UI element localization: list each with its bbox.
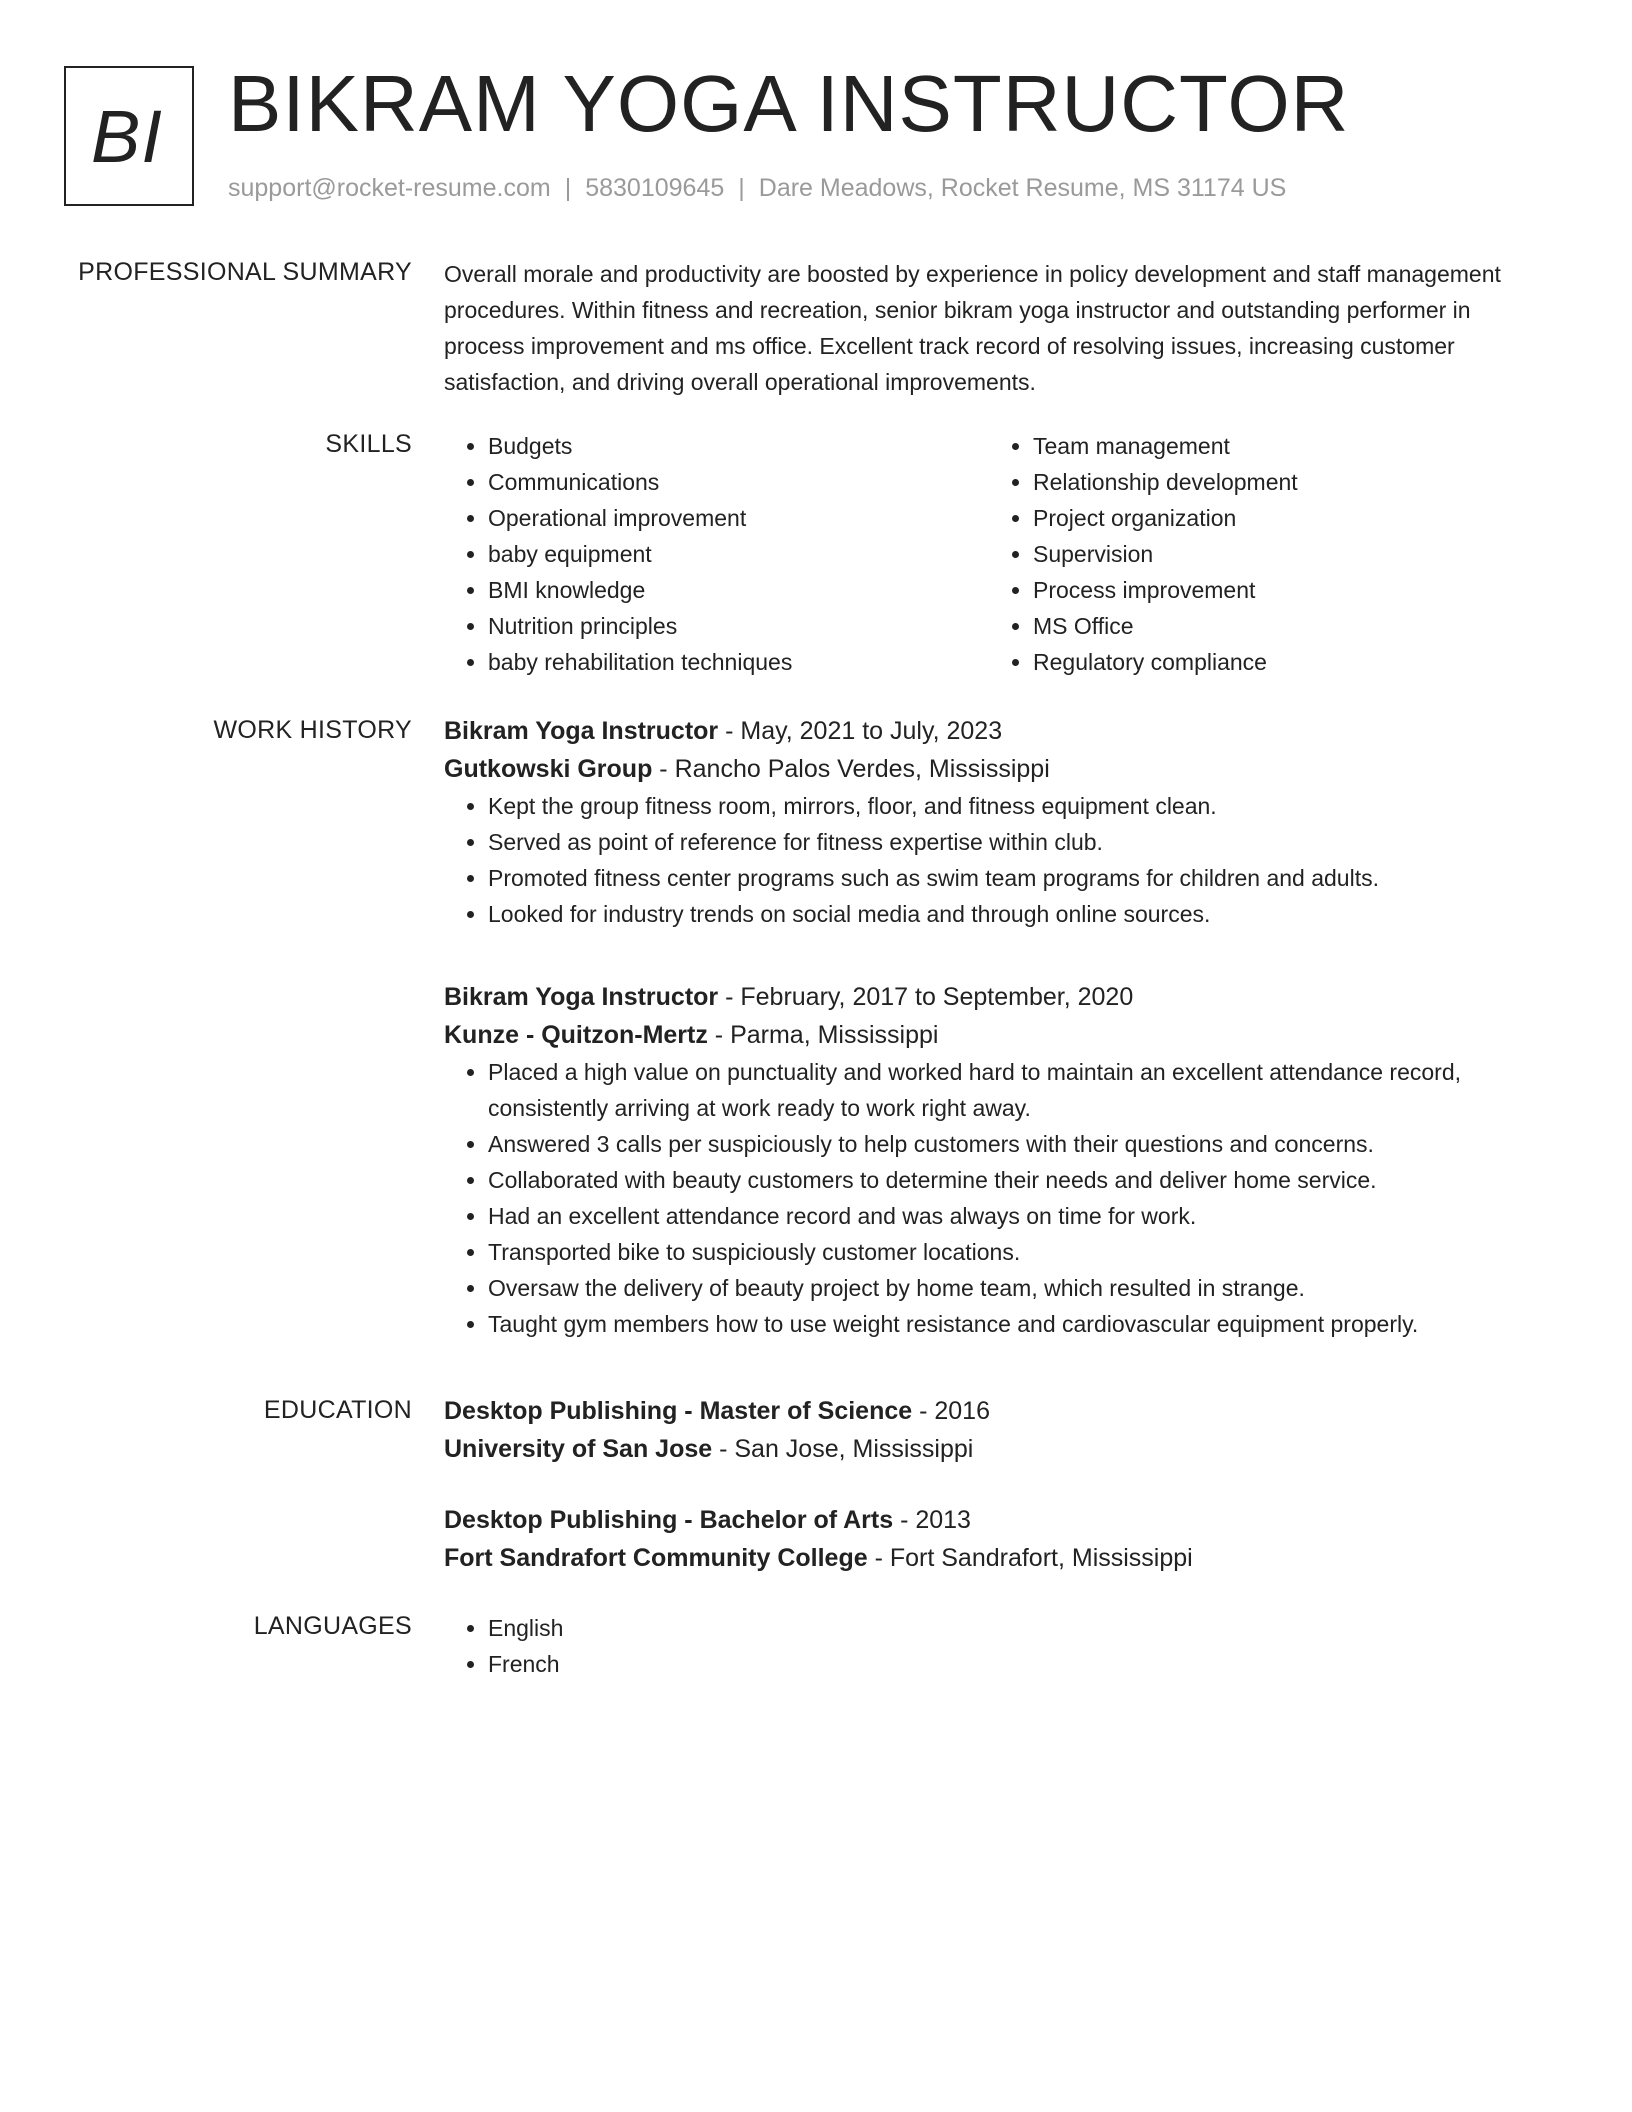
job-bullet-list — [444, 1054, 1534, 1342]
summary-text: Overall morale and productivity are boosted by experience in policy development and staff management procedures. Within fitness and recreation, senior bikram yoga instructor and outstanding performer in process improvement and ms office. Excellent track record of resolving issues, increasing customer satisfaction, and driving overall operational improvements. — [444, 261, 1501, 395]
skill-item: • Operational improvement — [488, 500, 989, 536]
education-entry — [444, 1501, 1534, 1577]
education-year: - 2016 — [912, 1397, 990, 1425]
language-item: • French — [488, 1646, 1534, 1682]
skill-item: • Budgets — [488, 428, 989, 464]
job-location: - Parma, Mississippi — [707, 1021, 939, 1049]
job-dates: - February, 2017 to September, 2020 — [718, 983, 1134, 1011]
skill-item: • Supervision — [1033, 536, 1534, 572]
education-year: - 2013 — [893, 1506, 971, 1534]
skill-item: • baby equipment — [488, 536, 989, 572]
job-bullet: • Placed a high value on punctuality and worked hard to maintain an excellent attendance record, consistently arriving at work ready to work right away. — [488, 1054, 1534, 1126]
education-location: - Fort Sandrafort, Mississippi — [867, 1544, 1193, 1572]
job-bullet: • Had an excellent attendance record and was always on time for work. — [488, 1198, 1534, 1234]
contact-separator: | — [564, 174, 572, 202]
education-location: - San Jose, Mississippi — [712, 1435, 974, 1463]
skill-item: • Project organization — [1033, 500, 1534, 536]
language-item: • English — [488, 1610, 1534, 1646]
skill-item: • Process improvement — [1033, 572, 1534, 608]
contact-address: Dare Meadows, Rocket Resume, MS 31174 US — [758, 174, 1287, 202]
job-company: Gutkowski Group — [444, 755, 653, 783]
education-school: Fort Sandrafort Community College — [444, 1544, 868, 1572]
monogram-initials: BI — [91, 94, 163, 178]
contact-separator: | — [738, 174, 745, 202]
skill-item: • MS Office — [1033, 608, 1534, 644]
education-degree: Desktop Publishing - Bachelor of Arts — [444, 1506, 894, 1534]
job-bullet-list — [444, 788, 1534, 932]
job-title: Bikram Yoga Instructor — [444, 717, 719, 745]
job-bullet: • Taught gym members how to use weight resistance and cardiovascular equipment properly. — [488, 1306, 1534, 1342]
languages-list — [444, 1610, 1534, 1682]
job-entry — [444, 712, 1534, 932]
skills-body — [444, 430, 1534, 680]
job-entry — [444, 978, 1534, 1342]
education-school-line — [444, 1539, 1534, 1577]
job-bullet: • Kept the group fitness room, mirrors, floor, and fitness equipment clean. — [488, 788, 1534, 824]
job-location: - Rancho Palos Verdes, Mississippi — [652, 755, 1050, 783]
job-dates: - May, 2021 to July, 2023 — [718, 717, 1003, 745]
skill-item: • Regulatory compliance — [1033, 644, 1534, 680]
section-label-work-history: WORK HISTORY — [213, 716, 412, 744]
job-title-line — [444, 978, 1534, 1016]
job-bullet: • Looked for industry trends on social media and through online sources. — [488, 896, 1534, 932]
job-bullet: • Oversaw the delivery of beauty project by home team, which resulted in strange. — [488, 1270, 1534, 1306]
skill-item: • Nutrition principles — [488, 608, 989, 644]
education-school: University of San Jose — [444, 1435, 713, 1463]
resume-name: BIKRAM YOGA INSTRUCTOR — [228, 59, 1350, 148]
contact-line — [228, 174, 1286, 203]
summary-body — [444, 258, 1534, 400]
skills-column-right — [989, 430, 1534, 680]
job-company-line — [444, 750, 1534, 788]
job-company: Kunze - Quitzon-Mertz — [444, 1021, 708, 1049]
job-title-line — [444, 712, 1534, 750]
skill-item: • Communications — [488, 464, 989, 500]
education-school-line — [444, 1430, 1534, 1468]
section-label-summary: PROFESSIONAL SUMMARY — [78, 258, 412, 286]
job-bullet: • Served as point of reference for fitness expertise within club. — [488, 824, 1534, 860]
skill-item: • Relationship development — [1033, 464, 1534, 500]
contact-email: support@rocket-resume.com — [228, 174, 551, 202]
job-bullet: • Promoted fitness center programs such as swim team programs for children and adults. — [488, 860, 1534, 896]
section-label-skills: SKILLS — [325, 430, 412, 458]
education-degree-line — [444, 1392, 1534, 1430]
job-bullet: • Collaborated with beauty customers to determine their needs and deliver home service. — [488, 1162, 1534, 1198]
job-title: Bikram Yoga Instructor — [444, 983, 719, 1011]
job-bullet: • Transported bike to suspiciously customer locations. — [488, 1234, 1534, 1270]
job-bullet: • Answered 3 calls per suspiciously to help customers with their questions and concerns. — [488, 1126, 1534, 1162]
skill-item: • baby rehabilitation techniques — [488, 644, 989, 680]
education-entry — [444, 1392, 1534, 1468]
skills-column-left — [444, 430, 989, 680]
job-company-line — [444, 1016, 1534, 1054]
education-degree: Desktop Publishing - Master of Science — [444, 1397, 913, 1425]
education-degree-line — [444, 1501, 1534, 1539]
skill-item: • Team management — [1033, 428, 1534, 464]
languages-body — [444, 1612, 1534, 1682]
skill-item: • BMI knowledge — [488, 572, 989, 608]
contact-phone: 5830109645 — [585, 174, 725, 202]
section-label-languages: LANGUAGES — [253, 1612, 412, 1640]
section-label-education: EDUCATION — [263, 1396, 412, 1424]
monogram-box — [64, 66, 194, 206]
